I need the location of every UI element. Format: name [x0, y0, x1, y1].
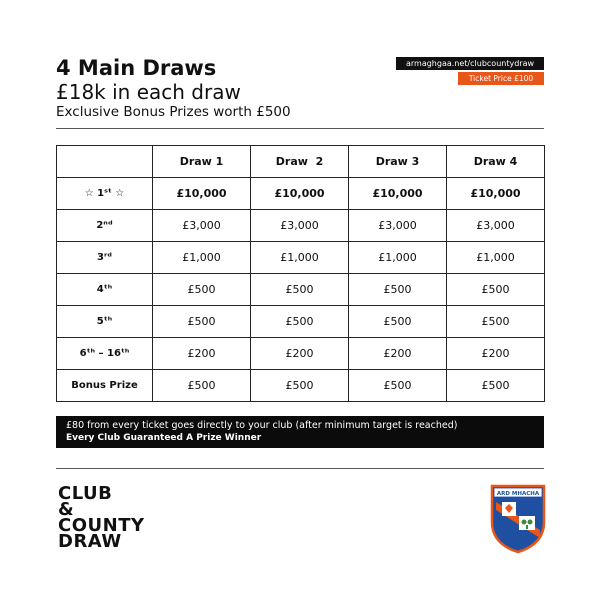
prize-value: £500: [447, 370, 545, 402]
brand-line: CLUB: [58, 483, 113, 504]
url-badge[interactable]: armaghgaa.net/clubcountydraw: [396, 57, 544, 70]
table-header-draw-4: Draw 4: [447, 146, 545, 178]
table-row: [57, 306, 545, 338]
table-row: [57, 210, 545, 242]
prize-label: 3ʳᵈ: [57, 242, 153, 274]
prize-value: £3,000: [153, 210, 251, 242]
prize-label: ☆ 1ˢᵗ ☆: [57, 178, 153, 210]
prize-value: £500: [153, 370, 251, 402]
page-title: 4 Main Draws: [56, 56, 217, 80]
table-row: [57, 370, 545, 402]
prize-label: Bonus Prize: [57, 370, 153, 402]
bonus-prizes-line: Exclusive Bonus Prizes worth £500: [56, 104, 291, 120]
prize-value: £500: [349, 306, 447, 338]
divider-bottom: [56, 468, 544, 469]
table-row: [57, 274, 545, 306]
prize-table: [56, 145, 545, 402]
brand-line: &: [58, 499, 75, 520]
prize-value: £1,000: [447, 242, 545, 274]
table-header-empty: [57, 146, 153, 178]
prize-label: 6ᵗʰ – 16ᵗʰ: [57, 338, 153, 370]
prize-value: £500: [251, 370, 349, 402]
club-info-bar: [56, 416, 544, 448]
prize-value: £500: [251, 274, 349, 306]
prize-value: £500: [349, 370, 447, 402]
brand-line: COUNTY: [58, 515, 145, 536]
prize-value: £10,000: [349, 178, 447, 210]
table-header-draw-3: Draw 3: [349, 146, 447, 178]
prize-value: £500: [349, 274, 447, 306]
prize-value: £1,000: [349, 242, 447, 274]
table-header-draw-2: Draw 2: [251, 146, 349, 178]
prize-value: £3,000: [251, 210, 349, 242]
page-subtitle: £18k in each draw: [56, 80, 241, 104]
brand-logo-text: [58, 483, 145, 552]
prize-value: £200: [349, 338, 447, 370]
guarantee-text: Every Club Guaranteed A Prize Winner: [66, 433, 262, 443]
prize-value: £200: [153, 338, 251, 370]
prize-value: £1,000: [251, 242, 349, 274]
prize-value: £10,000: [251, 178, 349, 210]
table-row: [57, 338, 545, 370]
table-header-draw-1: Draw 1: [153, 146, 251, 178]
prize-value: £500: [251, 306, 349, 338]
prize-value: £500: [153, 274, 251, 306]
prize-label: 4ᵗʰ: [57, 274, 153, 306]
prize-value: £200: [251, 338, 349, 370]
prize-value: £3,000: [447, 210, 545, 242]
armagh-crest-icon: [488, 482, 548, 554]
prize-value: £500: [153, 306, 251, 338]
prize-value: £10,000: [447, 178, 545, 210]
prize-value: £500: [447, 306, 545, 338]
divider-top: [56, 128, 544, 129]
table-row: [57, 178, 545, 210]
prize-value: £10,000: [153, 178, 251, 210]
crest-text: ARD MHACHA: [496, 491, 540, 497]
table-row: [57, 242, 545, 274]
prize-value: £500: [447, 274, 545, 306]
prize-value: £3,000: [349, 210, 447, 242]
ticket-price-badge: Ticket Price £100: [458, 72, 544, 85]
table-header-row: [57, 146, 545, 178]
prize-label: 2ⁿᵈ: [57, 210, 153, 242]
club-info-text: £80 from every ticket goes directly to your club (after minimum target is reached): [66, 420, 458, 431]
prize-label: 5ᵗʰ: [57, 306, 153, 338]
brand-line: DRAW: [58, 531, 122, 552]
prize-value: £200: [447, 338, 545, 370]
prize-value: £1,000: [153, 242, 251, 274]
